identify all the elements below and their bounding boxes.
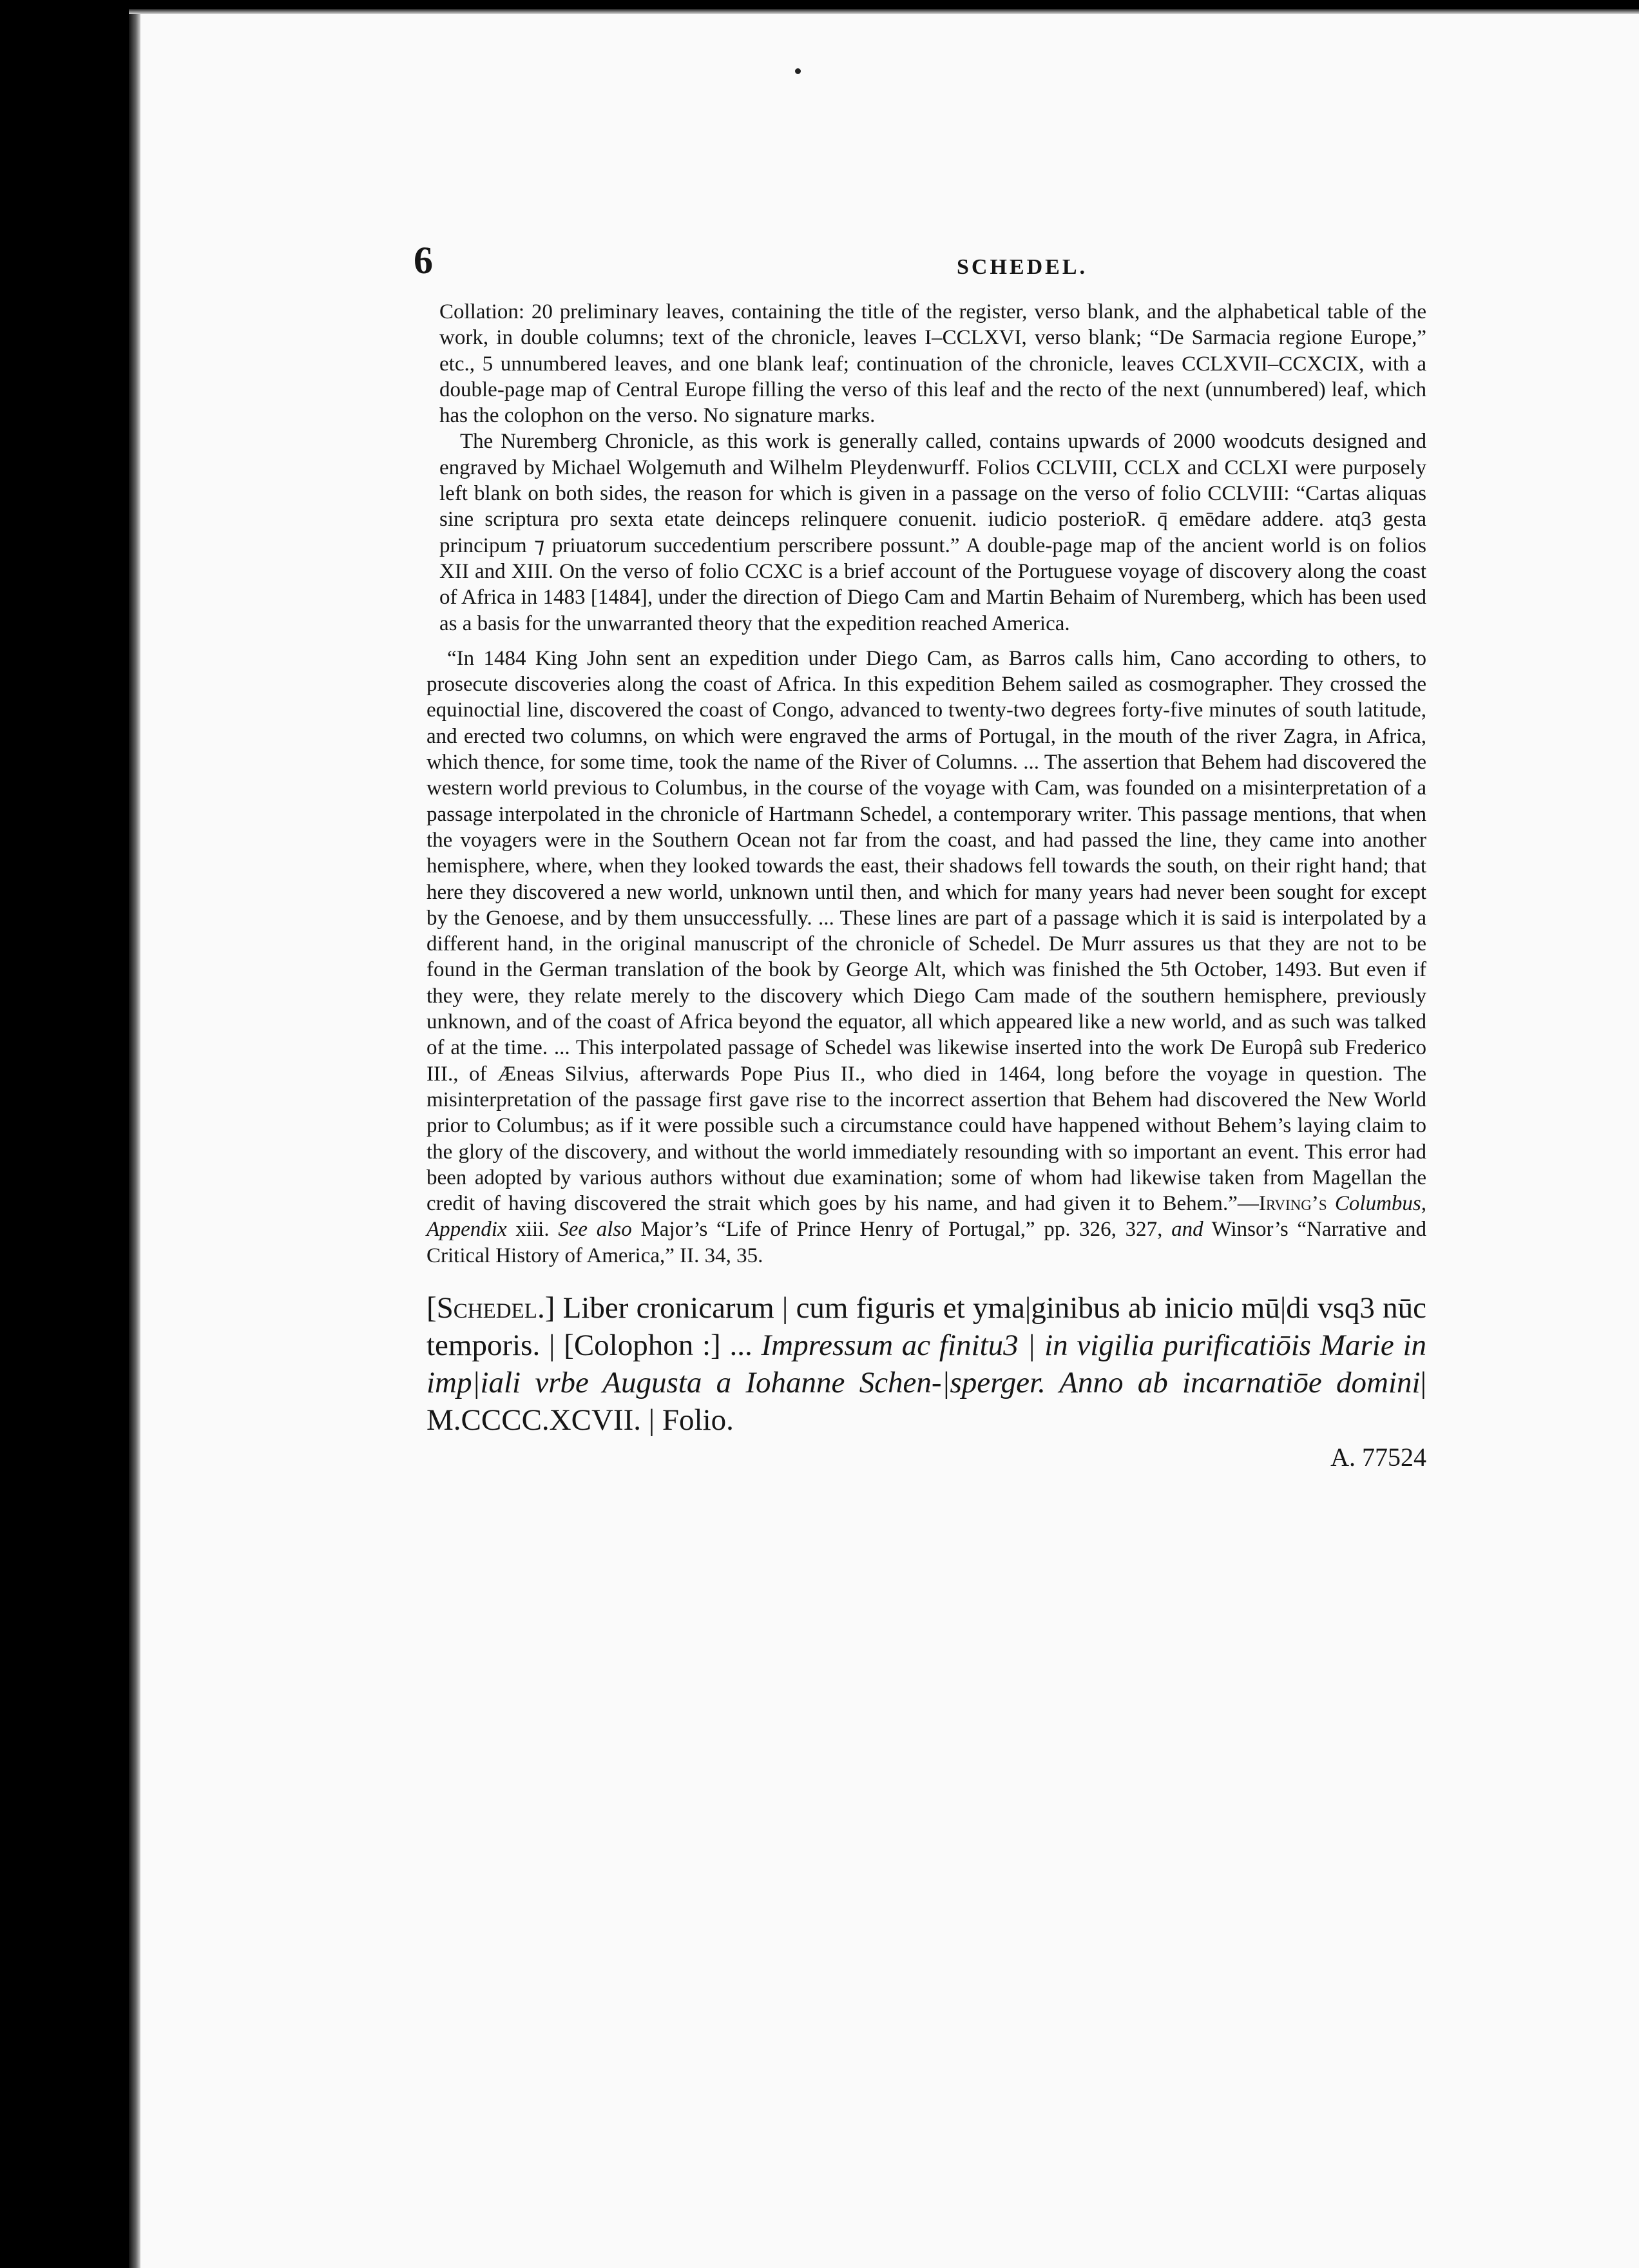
page-content (387, 241, 1482, 1470)
accession-number: A. 77524 (1330, 1442, 1426, 1472)
scanned-page (129, 9, 1639, 2268)
collation-paragraph: Collation: 20 preliminary leaves, containing the title of the register, verso blank, and the alphabetical table of the work, in double columns; text of the chronicle, leaves I–CCLXVI, verso blank; “De Sarmacia regione Europe,” etc., 5 unnumbered leaves, and one blank leaf; continuation of the chronicle, leaves CCLXVII–CCXCIX, with a double-page map of Central Europe filling the verso of this leaf and the recto of the next (unnumbered) leaf, which has the colophon on the verso. No signature marks. (439, 300, 1426, 428)
binding-edge (129, 9, 140, 2268)
quote-author: Irving’s (1258, 1192, 1327, 1216)
running-title: SCHEDEL. (957, 255, 1088, 279)
page-top-edge (129, 9, 1639, 14)
see-also-reference-2: Winsor’s “Narrative and Critical History of America,” II. 34, 35. (427, 1218, 1426, 1267)
catalog-date: | M.CCCC.XCVII. | (427, 1365, 1426, 1437)
nuremberg-chronicle-paragraph: The Nuremberg Chronicle, as this work is generally called, contains upwards of 2000 woodcuts designed and engraved by Michael Wolgemuth and Wilhelm Pleydenwurff. Folios CCLVIII, CCLX and CCLXI were purposely left blank on both sides, the reason for which is given in a passage on the verso of folio CCLVIII: “Cartas aliquas sine scriptura pro sexta etate deinceps relinquere conuenit. iudicio posterioR. q̄ emēdare addere. atq3 gesta principum ⁊ priuatorum succedentium perscribere possunt.” A double-page map of the ancient world is on folios XII and XIII. On the verso of folio CCXC is a brief account of the Portuguese voyage of discovery along the coast of Africa in 1483 [1484], under the direction of Diego Cam and Martin Behaim of Nuremberg, which has been used as a basis for the unwarranted theory that the expedition reached America. (439, 430, 1426, 635)
irving-quote-paragraph (427, 646, 1426, 1269)
running-head (387, 241, 1482, 299)
catalog-entry (427, 1289, 1426, 1439)
catalog-format: Folio. (655, 1403, 734, 1437)
quote-text: “In 1484 King John sent an expedition under Diego Cam, as Barros calls him, Cano according to others, to prosecute discoveries along the coast of Africa. In this expedition Behem sailed as cosmographer. They crossed the equinoctial line, discovered the coast of Congo, advanced to twenty-two degrees forty-five minutes of south latitude, and erected two columns, on which were engraved the arms of Portugal, in the mouth of the river Zagra, in Africa, which thence, for some time, took the name of the River of Columns. ... The assertion that Behem had discovered the western world previous to Columbus, in the course of the voyage with Cam, was founded on a misinterpretation of a passage interpolated in the chronicle of Hartmann Schedel, a contemporary writer. This passage mentions, that when the voyagers were in the Southern Ocean not far from the coast, and had passed the line, they came into another hemisphere, where, when they looked towards the east, their shadows fell towards the south, on their right hand; that here they discovered a new world, unknown until then, and which for many years had never been sought for except by the Genoese, and by them unsuccessfully. ... These lines are part of a passage which it is said is interpolated by a different hand, in the original manuscript of the chronicle of Schedel. De Murr assures us that they are not to be found in the German translation of the book by George Alt, which was finished the 5th October, 1493. But even if they were, they relate merely to the discovery which Diego Cam made of the southern hemisphere, previously unknown, and of the coast of Africa beyond the equator, all which appeared like a new world, and as such was talked of at the time. ... This interpolated passage of Schedel was likewise inserted into the work De Europâ sub Frederico III., of Æneas Silvius, afterwards Pope Pius II., who died in 1464, long before the voyage in question. The misinterpretation of the passage first gave rise to the incorrect assertion that Behem had discovered the New World prior to Columbus; as if it were possible such a circumstance could have happened without Behem’s laying claim to the glory of the discovery, and without the world immediately resounding with so important an event. This error had been adopted by various authors without due examination; some of whom had likewise taken from Magellan the credit of having discovered the strait which goes by his name, and had given it to Behem.”— (427, 646, 1426, 1216)
see-also-reference-1: Major’s “Life of Prince Henry of Portugal,” pp. 326, 327, (631, 1218, 1172, 1242)
ink-speck (795, 68, 801, 74)
page-number: 6 (414, 239, 433, 282)
quote-source-work: Columbus, Appendix (427, 1192, 1427, 1242)
see-also-label: See also (558, 1218, 632, 1242)
quote-source-tail: xiii. (506, 1218, 559, 1242)
catalog-title: Liber cronicarum | cum figuris et yma|ginibus ab inicio mū|di vsq3 nūc temporis. | [Colophon :] ... (427, 1291, 1426, 1362)
catalog-author: [Schedel.] (427, 1291, 555, 1325)
and-label: and (1171, 1218, 1203, 1242)
catalog-colophon: Impressum ac finitu3 | in vigilia purificatiōis Marie in imp|iali vrbe Augusta a Iohanne Schen-|sperger. Anno ab incarnatiōe domini (427, 1328, 1426, 1399)
